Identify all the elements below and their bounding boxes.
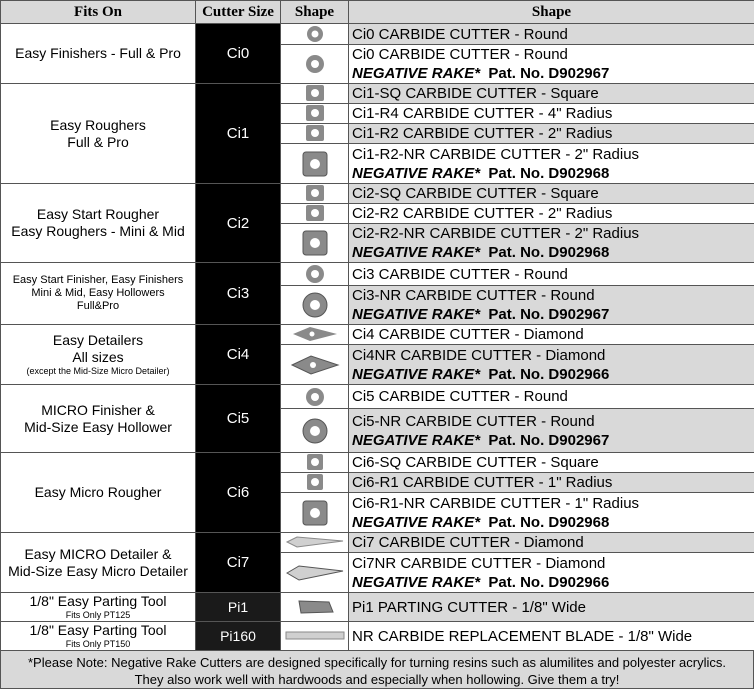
fits-on-line: Fits Only PT125 [1,610,195,621]
patent-number: Pat. No. D902967 [488,432,609,449]
cutter-name: Ci0 CARBIDE CUTTER - Round [352,45,754,64]
cutter-description [349,409,754,453]
fits-on-cell [1,24,196,84]
fits-on-line: Easy Start Finisher, Easy Finishers [1,274,195,287]
fits-on-line: Easy Micro Rougher [1,484,195,501]
cutter-name: Ci2-R2-NR CARBIDE CUTTER - 2" Radius [352,224,754,243]
fits-on-line: Easy Finishers - Full & Pro [1,45,195,62]
cutter-description [349,493,754,533]
patent-number: Pat. No. D902966 [488,574,609,591]
cutter-shape-icon [281,622,349,651]
patent-number: Pat. No. D902967 [488,65,609,82]
fits-on-line: Easy MICRO Detailer & [1,546,195,563]
cutter-description [349,45,754,84]
cutter-size-cell: Ci2 [196,184,281,263]
cutter-name: Ci2-R2 CARBIDE CUTTER - 2" Radius [352,204,754,223]
cutter-shape-icon [281,325,349,345]
cutter-name: Ci1-R4 CARBIDE CUTTER - 4" Radius [352,104,754,123]
cutter-description [349,124,754,144]
negative-rake-note [0,651,754,689]
cutter-size-cell: Ci6 [196,453,281,533]
fits-on-line: 1/8" Easy Parting Tool [1,622,195,639]
cutter-description [349,24,754,45]
fits-on-cell [1,453,196,533]
cutter-name: Ci3-NR CARBIDE CUTTER - Round [352,286,754,305]
negative-rake-label: NEGATIVE RAKE* [352,574,480,591]
table-row [1,593,754,622]
cutter-description [349,533,754,553]
cutter-size-cell: Ci5 [196,385,281,453]
cutter-description [349,325,754,345]
cutter-description [349,184,754,204]
table-row [1,622,754,651]
cutter-name: Ci0 CARBIDE CUTTER - Round [352,25,754,44]
cutter-description [349,473,754,493]
negative-rake-label: NEGATIVE RAKE* [352,306,480,323]
cutter-shape-icon [281,286,349,325]
cutter-shape-icon [281,553,349,593]
cutter-size-cell: Ci3 [196,263,281,325]
cutter-name: Ci4NR CARBIDE CUTTER - Diamond [352,346,754,365]
cutter-shape-icon [281,385,349,409]
cutter-shape-icon [281,84,349,104]
cutter-shape-icon [281,263,349,286]
cutter-name: Ci1-R2 CARBIDE CUTTER - 2" Radius [352,124,754,143]
fits-on-cell [1,263,196,325]
table-row [1,263,754,286]
cutter-shape-icon [281,24,349,45]
header-row [1,1,754,24]
cutter-name: NR CARBIDE REPLACEMENT BLADE - 1/8" Wide [352,627,754,646]
cutter-shape-icon [281,593,349,622]
negative-rake-label: NEGATIVE RAKE* [352,514,480,531]
cutter-name: Ci2-SQ CARBIDE CUTTER - Square [352,184,754,203]
table-row [1,184,754,204]
cutter-shape-icon [281,144,349,184]
table-row [1,325,754,345]
negative-rake-label: NEGATIVE RAKE* [352,244,480,261]
cutter-description [349,204,754,224]
cutter-shape-icon [281,45,349,84]
cutter-shape-icon [281,533,349,553]
negative-rake-label: NEGATIVE RAKE* [352,366,480,383]
negative-rake-line [352,573,754,592]
fits-on-cell [1,385,196,453]
cutter-name: Ci3 CARBIDE CUTTER - Round [352,265,754,284]
fits-on-line: Mid-Size Easy Hollower [1,419,195,436]
cutter-description [349,385,754,409]
cutter-shape-icon [281,473,349,493]
cutter-shape-icon [281,493,349,533]
cutter-shape-icon [281,124,349,144]
cutter-name: Ci7 CARBIDE CUTTER - Diamond [352,533,754,552]
table-row [1,84,754,104]
negative-rake-line [352,431,754,450]
fits-on-cell [1,184,196,263]
cutter-description [349,453,754,473]
cutter-name: Pi1 PARTING CUTTER - 1/8" Wide [352,598,754,617]
header-fits-on: Fits On [1,1,196,24]
cutter-shape-icon [281,345,349,385]
patent-number: Pat. No. D902967 [488,306,609,323]
table-row [1,385,754,409]
cutter-description [349,286,754,325]
negative-rake-label: NEGATIVE RAKE* [352,432,480,449]
cutter-size-cell: Pi1 [196,593,281,622]
fits-on-cell [1,533,196,593]
table-row [1,24,754,45]
cutter-name: Ci5-NR CARBIDE CUTTER - Round [352,412,754,431]
cutter-description [349,263,754,286]
patent-number: Pat. No. D902968 [488,514,609,531]
cutter-description [349,144,754,184]
cutter-shape-icon [281,453,349,473]
cutter-description [349,622,754,651]
negative-rake-line [352,513,754,532]
cutter-description [349,553,754,593]
header-shape: Shape [349,1,754,24]
fits-on-line: 1/8" Easy Parting Tool [1,593,195,610]
patent-number: Pat. No. D902966 [488,366,609,383]
fits-on-cell [1,84,196,184]
cutter-shape-icon [281,204,349,224]
fits-on-line: All sizes [1,349,195,366]
fits-on-line: Easy Start Rougher [1,206,195,223]
cutter-name: Ci1-R2-NR CARBIDE CUTTER - 2" Radius [352,145,754,164]
patent-number: Pat. No. D902968 [488,244,609,261]
fits-on-line: Fits Only PT150 [1,639,195,650]
fits-on-line: MICRO Finisher & [1,402,195,419]
cutter-size-cell: Ci4 [196,325,281,385]
fits-on-line: Mini & Mid, Easy Hollowers [1,287,195,300]
cutter-description [349,593,754,622]
fits-on-cell [1,593,196,622]
negative-rake-line [352,365,754,384]
note-line-2: They also work well with hardwoods and especially when hollowing. Give them a try! [1,671,753,688]
negative-rake-line [352,164,754,183]
fits-on-line: (except the Mid-Size Micro Detailer) [1,366,195,377]
cutter-name: Ci6-R1 CARBIDE CUTTER - 1" Radius [352,473,754,492]
cutter-name: Ci7NR CARBIDE CUTTER - Diamond [352,554,754,573]
fits-on-line: Full&Pro [1,300,195,313]
negative-rake-line [352,243,754,262]
cutter-name: Ci6-SQ CARBIDE CUTTER - Square [352,453,754,472]
cutter-shape-icon [281,104,349,124]
note-line-1: *Please Note: Negative Rake Cutters are designed specifically for turning resins such as alumilites and polyester acrylics. [1,654,753,671]
fits-on-cell [1,622,196,651]
negative-rake-line [352,64,754,83]
fits-on-line: Full & Pro [1,134,195,151]
cutter-description [349,104,754,124]
fits-on-line: Easy Detailers [1,332,195,349]
cutter-description [349,345,754,385]
cutter-name: Ci6-R1-NR CARBIDE CUTTER - 1" Radius [352,494,754,513]
cutter-shape-icon [281,409,349,453]
cutter-shape-icon [281,224,349,263]
cutter-size-cell: Ci1 [196,84,281,184]
fits-on-line: Easy Roughers [1,117,195,134]
table-row [1,533,754,553]
patent-number: Pat. No. D902968 [488,165,609,182]
negative-rake-line [352,305,754,324]
fits-on-line: Easy Roughers - Mini & Mid [1,223,195,240]
cutter-size-cell: Pi160 [196,622,281,651]
header-shape-image: Shape [281,1,349,24]
cutter-name: Ci4 CARBIDE CUTTER - Diamond [352,325,754,344]
fits-on-line: Mid-Size Easy Micro Detailer [1,563,195,580]
header-cutter-size: Cutter Size [196,1,281,24]
negative-rake-label: NEGATIVE RAKE* [352,65,480,82]
cutter-name: Ci5 CARBIDE CUTTER - Round [352,387,754,406]
negative-rake-label: NEGATIVE RAKE* [352,165,480,182]
cutter-size-cell: Ci7 [196,533,281,593]
cutter-shape-icon [281,184,349,204]
cutter-size-cell: Ci0 [196,24,281,84]
table-row [1,453,754,473]
cutter-description [349,224,754,263]
fits-on-cell [1,325,196,385]
cutter-description [349,84,754,104]
cutter-name: Ci1-SQ CARBIDE CUTTER - Square [352,84,754,103]
